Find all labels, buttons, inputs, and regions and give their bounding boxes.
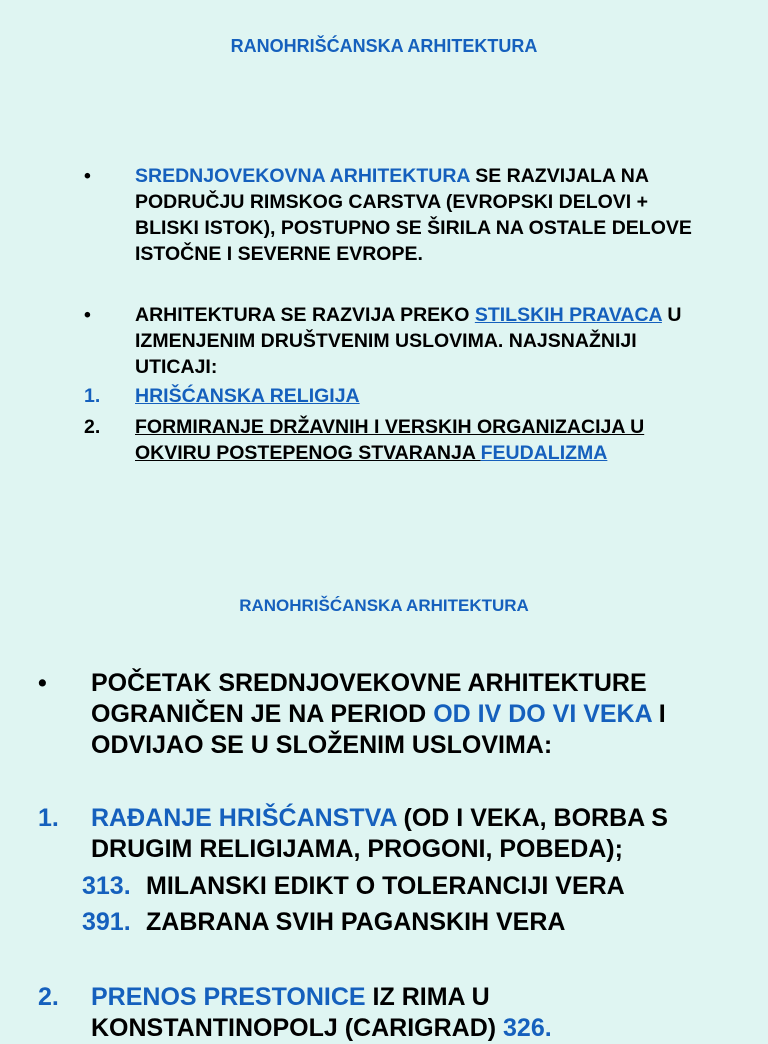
highlight-text: OD IV DO VI VEKA	[433, 700, 652, 728]
slide1-bullet1	[135, 163, 695, 267]
stilskih-pravaca-link[interactable]: STILSKIH PRAVACA	[474, 304, 662, 326]
hriscanska-religija-link[interactable]: HRIŠĆANSKA RELIGIJA	[135, 385, 360, 407]
highlight-text: SREDNJOVEKOVNA ARHITEKTURA	[135, 165, 470, 187]
bullet-marker: •	[84, 165, 91, 187]
year-marker: 391.	[82, 908, 131, 936]
bullet-text: POČETAK SREDNJOVEKOVNE ARHITEKTURE OGRANIČEN JE NA PERIOD	[91, 669, 647, 728]
slide1-title: RANOHRIŠĆANSKA ARHITEKTURA	[230, 36, 538, 56]
bullet-text: SE RAZVIJALA NA PODRUČJU RIMSKOG CARSTVA (EVROPSKI DELOVI + BLISKI ISTOK), POSTUPNO SE ŠIRILA NA OSTALE DELOVE ISTOČNE I SEVERNE EVROPE.	[135, 165, 692, 265]
bullet-text: I ODVIJAO SE U SLOŽENIM USLOVIMA:	[91, 700, 666, 759]
highlight-text: PRENOS PRESTONICE	[91, 983, 366, 1011]
list-item-text: FORMIRANJE DRŽAVNIH I VERSKIH ORGANIZACIJA U OKVIRU POSTEPENOG STVARANJA	[135, 416, 645, 464]
list-marker: 2.	[84, 416, 101, 438]
bullet-marker: •	[38, 669, 47, 697]
slide2-item2	[91, 982, 571, 1044]
year-text: 326.	[503, 1014, 552, 1042]
sub-item: MILANSKI EDIKT O TOLERANCIJI VERA	[146, 872, 625, 900]
year-marker: 313.	[82, 872, 131, 900]
slide2-bullet1	[91, 668, 701, 761]
slide1-bullet2	[135, 302, 695, 380]
highlight-text: RAĐANJE HRIŠĆANSTVA	[91, 804, 397, 832]
sub-item: ZABRANA SVIH PAGANSKIH VERA	[146, 908, 566, 936]
list-item	[135, 383, 695, 409]
bullet-text: U IZMENJENIM DRUŠTVENIM USLOVIMA. NAJSNAŽNIJI UTICAJI:	[135, 304, 682, 378]
item-text: IZ RIMA U KONSTANTINOPOLJ (CARIGRAD)	[91, 983, 504, 1042]
list-marker: 2.	[38, 983, 59, 1011]
bullet-text: ARHITEKTURA SE RAZVIJA PREKO	[135, 304, 475, 326]
bullet-marker: •	[84, 304, 91, 326]
list-item	[135, 414, 695, 466]
slide2-title: RANOHRIŠĆANSKA ARHITEKTURA	[239, 596, 529, 615]
feudalizma-link[interactable]: FEUDALIZMA	[480, 442, 608, 464]
item-text: (OD I VEKA, BORBA S DRUGIM RELIGIJAMA, PROGONI, POBEDA);	[91, 804, 668, 863]
slide2-item1	[91, 803, 701, 865]
list-marker: 1.	[38, 804, 59, 832]
list-marker: 1.	[84, 385, 101, 407]
